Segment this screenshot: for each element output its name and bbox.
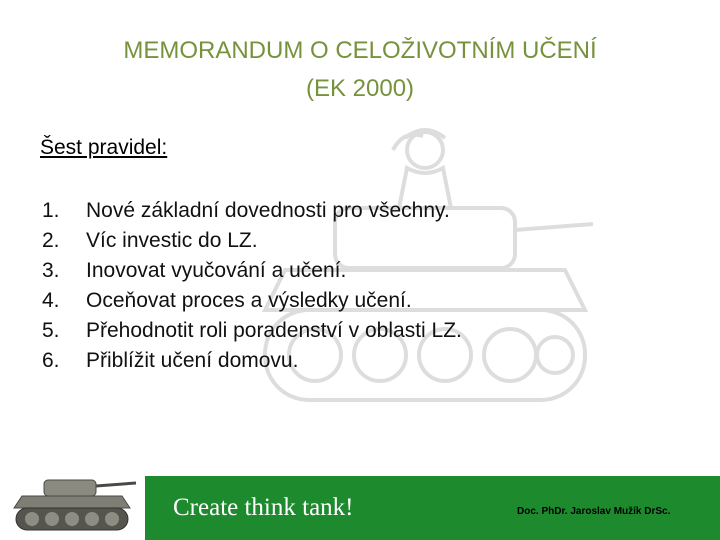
title-line-1: MEMORANDUM O CELOŽIVOTNÍM UČENÍ [123, 37, 597, 64]
list-item-text: Přehodnotit roli poradenství v oblasti LZ. [86, 319, 462, 342]
slide-subtitle: Šest pravidel: [40, 136, 168, 159]
footer-slogan: Create think tank! [173, 494, 354, 521]
list-item [42, 226, 462, 256]
rules-list [42, 196, 462, 376]
list-item-text: Inovovat vyučování a učení. [86, 259, 347, 282]
list-item [42, 256, 462, 286]
tank-icon [10, 470, 138, 534]
list-item-number: 6. [42, 349, 60, 372]
list-item-text: Víc investic do LZ. [86, 229, 258, 252]
list-item-number: 2. [42, 229, 60, 252]
footer-author: Doc. PhDr. Jaroslav Mužík DrSc. [517, 506, 671, 517]
list-item-number: 5. [42, 319, 60, 342]
list-item-number: 4. [42, 289, 60, 312]
title-line-2: (EK 2000) [305, 75, 415, 102]
list-item-text: Přiblížit učení domovu. [86, 349, 299, 372]
list-item-number: 1. [42, 199, 60, 222]
list-item [42, 196, 462, 226]
list-item-text: Nové základní dovednosti pro všechny. [86, 199, 450, 222]
list-item-text: Oceňovat proces a výsledky učení. [86, 289, 412, 312]
list-item [42, 286, 462, 316]
list-item [42, 316, 462, 346]
list-item [42, 346, 462, 376]
list-item-number: 3. [42, 259, 60, 282]
footer-bar [145, 476, 720, 540]
slide-title [0, 32, 720, 108]
